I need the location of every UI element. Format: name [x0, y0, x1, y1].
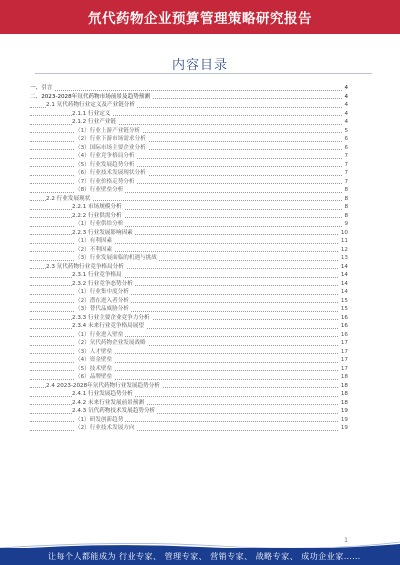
toc-entry[interactable]: [30, 195, 348, 204]
toc-entry-title: （1）有利因素: [75, 238, 113, 244]
toc-entry[interactable]: [30, 220, 348, 229]
toc-entry[interactable]: [30, 178, 348, 187]
toc-entry[interactable]: [30, 110, 348, 119]
toc-entry-title: （6）品牌壁垒: [75, 374, 113, 380]
toc-entry-page: 7: [344, 170, 348, 176]
toc-entry[interactable]: [30, 229, 348, 238]
toc-entry-page: 18: [340, 382, 348, 389]
toc-entry-title: （6）行业技术发展现状分析: [75, 170, 146, 176]
toc-entry-page: 6: [344, 144, 348, 151]
table-of-contents: [30, 84, 348, 433]
page-number: 1: [344, 537, 348, 544]
toc-entry-page: 7: [344, 178, 348, 185]
footer-item: 成功企业家……: [301, 552, 361, 561]
toc-entry-page: 15: [340, 297, 348, 304]
toc-entry-page: 14: [340, 272, 348, 278]
toc-entry-page: 7: [344, 153, 348, 159]
toc-entry-page: 14: [340, 280, 348, 287]
toc-entry-title: （8）行业壁垒分析: [75, 187, 124, 193]
toc-entry-title: （1）研发创新趋势: [75, 416, 124, 423]
toc-entry-page: 14: [340, 289, 348, 295]
toc-entry-title: 2.2 行业发展现状: [46, 195, 91, 202]
dot-leader: [30, 90, 348, 91]
toc-entry-page: 16: [340, 331, 348, 338]
toc-entry-page: 6: [344, 136, 348, 142]
toc-entry[interactable]: [30, 169, 348, 178]
toc-entry[interactable]: [30, 322, 348, 331]
footer-item: 行业专家: [119, 552, 154, 561]
toc-entry-page: 8: [344, 212, 348, 219]
toc-entry[interactable]: [30, 305, 348, 314]
toc-entry-title: （2）行业技术发展方向: [75, 425, 135, 431]
toc-entry-title: 2.2.3 行业发展影响因素: [72, 229, 133, 236]
toc-entry-page: 16: [340, 314, 348, 321]
toc-entry[interactable]: [30, 84, 348, 93]
toc-entry-page: 17: [340, 365, 348, 372]
toc-entry-title: （4）行业竞争格局分析: [75, 153, 135, 159]
toc-entry-title: （3）替代品威胁分析: [75, 306, 129, 312]
toc-entry-title: 2.4.3 氘代药物技术发展趋势分析: [72, 408, 156, 414]
toc-entry-title: （5）行业发展趋势分析: [75, 161, 135, 168]
toc-entry-title: （3）行业发展面临的机遇与挑战: [75, 255, 157, 261]
toc-entry-title: （2）行业下游市场需求分析: [75, 136, 146, 142]
toc-entry-page: 10: [340, 229, 348, 236]
toc-entry-title: 2.4 2023-2028年氘代药物行业发展趋势分析: [46, 382, 160, 389]
toc-entry-page: 19: [340, 416, 348, 423]
toc-entry[interactable]: [30, 263, 348, 272]
toc-entry-title: （2）不利因素: [75, 246, 113, 253]
toc-entry[interactable]: [30, 93, 348, 102]
toc-title: 内容目录: [171, 58, 228, 73]
toc-entry-title: 2.4.2 未来行业发展前景预测: [72, 399, 144, 406]
toc-entry-page: 4: [344, 110, 348, 117]
toc-entry[interactable]: [30, 212, 348, 221]
toc-entry-page: 17: [340, 357, 348, 363]
toc-entry[interactable]: [30, 237, 348, 246]
toc-entry[interactable]: [30, 203, 348, 212]
toc-entry[interactable]: [30, 161, 348, 170]
toc-entry-title: 2.1 氘代药物行业定义及产业链分析: [46, 102, 135, 108]
toc-entry-page: 7: [344, 161, 348, 168]
toc-entry-title: （1）行业上游产业链分析: [75, 127, 141, 134]
toc-entry[interactable]: [30, 280, 348, 289]
toc-entry-page: 18: [340, 374, 348, 380]
toc-entry-page: 8: [344, 195, 348, 202]
toc-entry-page: 8: [344, 204, 348, 210]
toc-entry-page: 19: [340, 408, 348, 414]
toc-entry[interactable]: [30, 382, 348, 391]
toc-entry[interactable]: [30, 127, 348, 136]
toc-entry[interactable]: [30, 254, 348, 263]
toc-entry-title: （5）技术壁垒: [75, 365, 113, 372]
toc-entry-page: 11: [340, 238, 348, 244]
toc-entry-page: 19: [340, 425, 348, 431]
toc-entry-page: 13: [340, 255, 348, 261]
footer-lead: 让每个人都能成为: [48, 552, 116, 561]
toc-entry[interactable]: [30, 152, 348, 161]
toc-entry-title: 2.2.1 市场规模分析: [72, 204, 122, 210]
toc-entry[interactable]: [30, 297, 348, 306]
toc-entry-title: 二、2023-2028年氘代药物市场前景及趋势预测: [30, 93, 150, 100]
toc-entry-title: 2.3.3 行业主要企业竞争力分析: [72, 314, 150, 321]
toc-entry-page: 8: [344, 187, 348, 193]
toc-entry[interactable]: [30, 348, 348, 357]
toc-entry-title: （7）行业价格走势分析: [75, 178, 135, 185]
toc-entry-page: 4: [344, 119, 348, 125]
toc-entry[interactable]: [30, 424, 348, 433]
toc-entry[interactable]: [30, 186, 348, 195]
toc-entry[interactable]: [30, 373, 348, 382]
toc-entry-page: 4: [344, 102, 348, 108]
toc-entry[interactable]: [30, 390, 348, 399]
toc-entry[interactable]: [30, 135, 348, 144]
toc-entry-title: （2）潜在进入者分析: [75, 297, 129, 304]
toc-entry-page: 14: [340, 263, 348, 270]
toc-entry[interactable]: [30, 331, 348, 340]
toc-entry[interactable]: [30, 407, 348, 416]
toc-entry-title: （2）氘代药物企业发展战略: [75, 340, 146, 346]
toc-entry[interactable]: [30, 271, 348, 280]
title-divider: [35, 73, 372, 74]
toc-entry-title: （3）国际市场主要企业分析: [75, 144, 146, 151]
toc-entry-page: 17: [340, 340, 348, 346]
toc-entry-title: 2.3.4 未来行业竞争格局展望: [72, 323, 144, 329]
toc-entry-page: 12: [340, 246, 348, 253]
toc-entry-title: 2.2.2 行业供需分析: [72, 212, 122, 219]
toc-entry-page: 16: [340, 323, 348, 329]
toc-entry-title: （1）行业集中度分析: [75, 289, 129, 295]
footer-item: 管理专家: [164, 552, 199, 561]
toc-entry-page: 17: [340, 348, 348, 355]
toc-entry-page: 18: [340, 391, 348, 397]
toc-entry-title: 2.3 氘代药物行业竞争格局分析: [46, 263, 124, 270]
toc-entry[interactable]: [30, 365, 348, 374]
toc-entry-title: 2.4.1 行业发展趋势分析: [72, 391, 133, 397]
toc-entry-title: （4）资金壁垒: [75, 357, 113, 363]
toc-entry[interactable]: [30, 356, 348, 365]
toc-entry-title: 一、引言: [30, 85, 53, 91]
toc-entry[interactable]: [30, 399, 348, 408]
report-title: 氘代药物企业预算管理策略研究报告: [88, 11, 312, 27]
toc-entry-title: 2.1.2 行业产业链: [72, 119, 116, 125]
toc-entry[interactable]: [30, 246, 348, 255]
footer-item: 营销专家: [210, 552, 245, 561]
toc-entry-title: （1）行业进入壁垒: [75, 331, 124, 338]
toc-entry-page: 9: [344, 221, 348, 227]
toc-entry-title: 2.3.2 行业竞争态势分析: [72, 280, 133, 287]
toc-entry-page: 15: [340, 306, 348, 312]
toc-entry-title: （1）行业供给分析: [75, 221, 124, 227]
toc-entry[interactable]: [30, 339, 348, 348]
toc-entry[interactable]: [30, 288, 348, 297]
footer-item: 战略专家: [255, 552, 290, 561]
toc-entry-title: 2.1.1 行业定义: [72, 110, 111, 117]
toc-entry[interactable]: [30, 118, 348, 127]
toc-entry[interactable]: [30, 144, 348, 153]
toc-entry[interactable]: [30, 101, 348, 110]
toc-entry-title: （3）人才壁垒: [75, 348, 113, 355]
toc-entry-page: 5: [344, 127, 348, 134]
footer-slogan: 让每个人都能成为 行业专家、 管理专家、 营销专家、 战略专家、 成功企业家……: [48, 552, 361, 561]
toc-entry[interactable]: [30, 416, 348, 425]
toc-entry-page: 4: [344, 85, 348, 91]
toc-entry-page: 4: [344, 93, 348, 100]
toc-entry-title: 2.3.1 行业竞争格局: [72, 272, 122, 278]
toc-entry-page: 18: [340, 399, 348, 406]
toc-entry[interactable]: [30, 314, 348, 323]
report-header-bar: [0, 0, 400, 34]
